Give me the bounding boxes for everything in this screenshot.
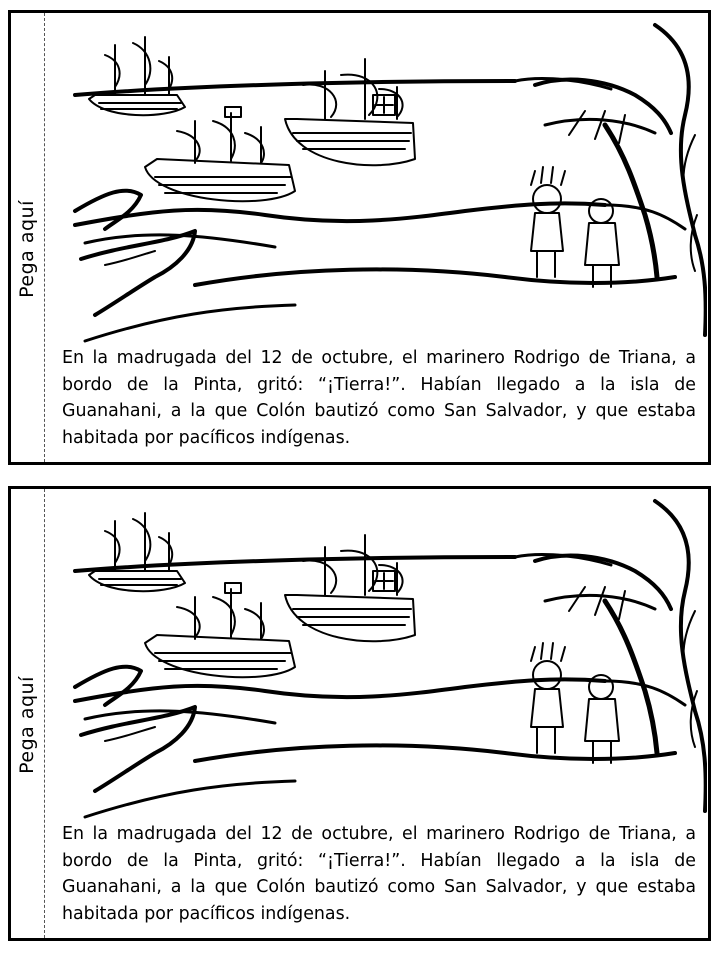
landing-illustration <box>45 15 707 345</box>
story-card-2 <box>8 486 711 941</box>
story-card-1 <box>8 10 711 465</box>
glue-strip <box>11 13 45 462</box>
glue-label: Pega aquí <box>16 200 38 298</box>
story-caption: En la madrugada del 12 de octubre, el marinero Rodrigo de Triana, a bordo de la Pinta, gritó: “¡Tierra!”. Habían llegado a la isla de Guanahani, a la que Colón bautizó como San Salvador, y que estaba habitada por pacíficos indígenas. <box>62 824 696 924</box>
glue-label: Pega aquí <box>16 676 38 774</box>
glue-strip <box>11 489 45 938</box>
landing-illustration <box>45 491 707 821</box>
story-caption: En la madrugada del 12 de octubre, el marinero Rodrigo de Triana, a bordo de la Pinta, gritó: “¡Tierra!”. Habían llegado a la isla de Guanahani, a la que Colón bautizó como San Salvador, y que estaba habitada por pacíficos indígenas. <box>62 348 696 448</box>
